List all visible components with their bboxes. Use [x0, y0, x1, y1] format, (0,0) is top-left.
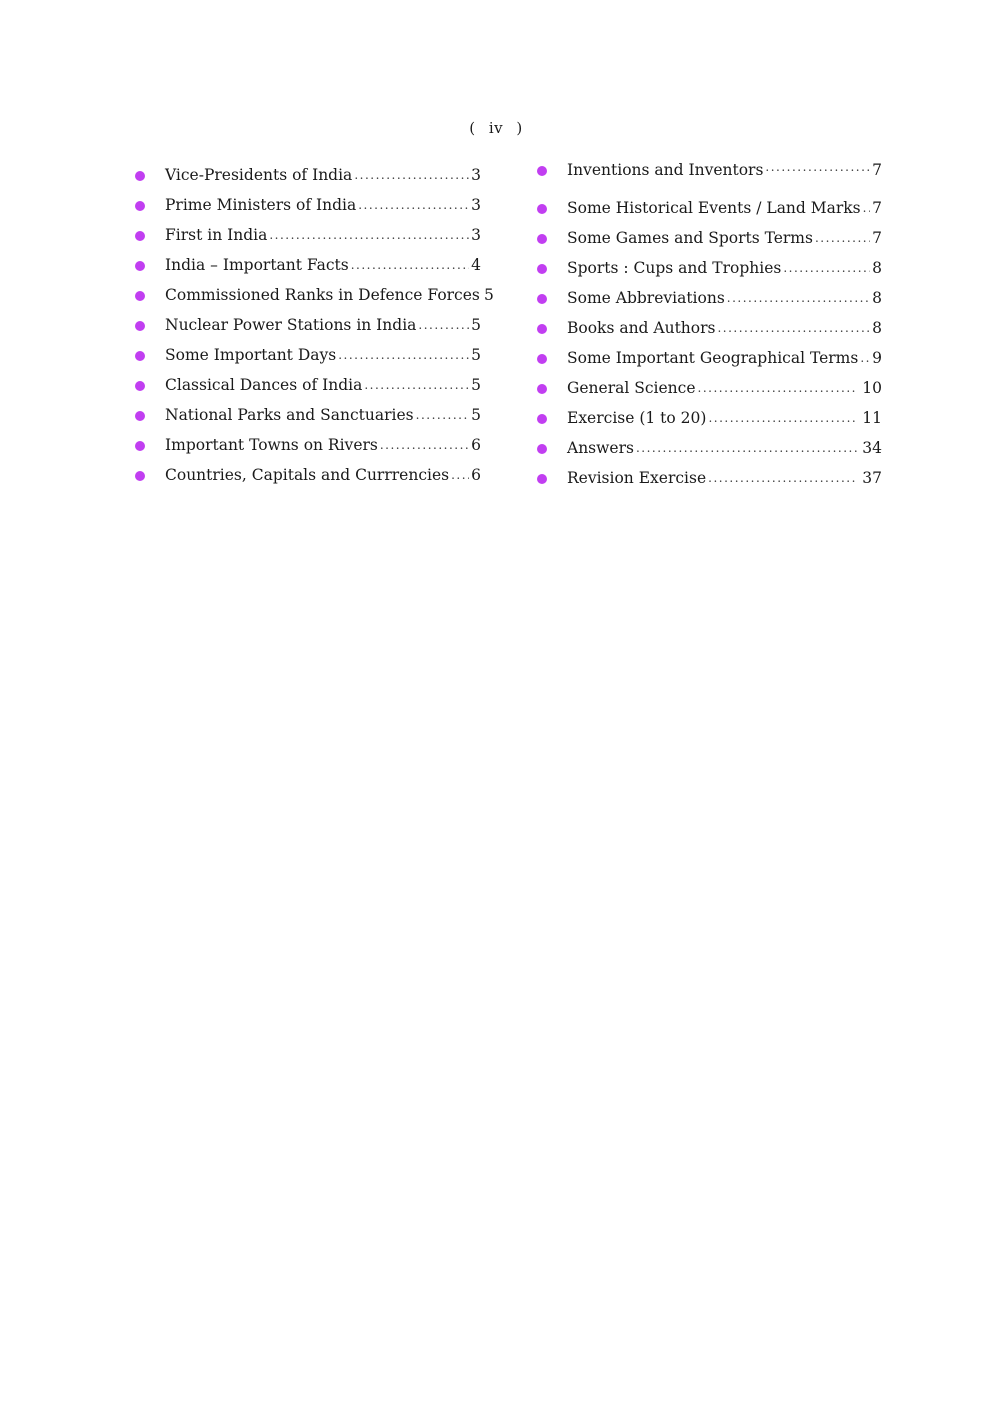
toc-entry[interactable]: [135, 370, 481, 400]
toc-entry-page: 5: [484, 286, 494, 304]
toc-entry-title: First in India: [165, 226, 268, 244]
toc-entry-title: Revision Exercise: [567, 469, 707, 487]
toc-entry[interactable]: [537, 343, 882, 373]
toc-entry[interactable]: [135, 340, 481, 370]
toc-entry-page: 7: [872, 199, 882, 217]
toc-entry[interactable]: [537, 373, 882, 403]
toc-entry-page: 5: [471, 406, 481, 424]
dot-leader: [380, 438, 469, 460]
toc-entry[interactable]: [135, 160, 481, 190]
toc-entry[interactable]: [135, 460, 481, 490]
toc-entry-title: Commissioned Ranks in Defence Forces: [165, 286, 480, 304]
toc-entry[interactable]: [135, 220, 481, 250]
dot-leader: [416, 408, 469, 430]
toc-entry-title: Nuclear Power Stations in India: [165, 316, 417, 334]
dot-leader: [708, 471, 858, 493]
toc-entry[interactable]: [135, 310, 481, 340]
toc-entry-page: 5: [471, 376, 481, 394]
dot-leader: [418, 318, 469, 340]
dot-leader: [815, 231, 870, 253]
toc-entry-title: Some Abbreviations: [567, 289, 725, 307]
dot-leader: [338, 348, 469, 370]
toc-entry-title: National Parks and Sanctuaries: [165, 406, 414, 424]
toc-entry-title: General Science: [567, 379, 696, 397]
dot-leader: [783, 261, 870, 283]
bullet-icon: [135, 471, 145, 481]
toc-entry-title: Prime Ministers of India: [165, 196, 357, 214]
toc-entry[interactable]: [135, 190, 481, 220]
dot-leader: [351, 258, 469, 280]
dot-leader: [358, 198, 469, 220]
bullet-icon: [135, 261, 145, 271]
dot-leader: [863, 201, 870, 223]
toc-entry[interactable]: [537, 403, 882, 433]
toc-entry[interactable]: [135, 400, 481, 430]
toc-entry[interactable]: [135, 430, 481, 460]
toc-entry-page: 8: [872, 289, 882, 307]
bullet-icon: [135, 201, 145, 211]
toc-entry-page: 8: [872, 259, 882, 277]
toc-entry[interactable]: [537, 463, 882, 493]
toc-entry[interactable]: [537, 253, 882, 283]
bullet-icon: [537, 414, 547, 424]
toc-entry-page: 3: [471, 166, 481, 184]
toc-entry[interactable]: [537, 223, 882, 253]
toc-entry-title: Some Important Geographical Terms: [567, 349, 859, 367]
toc-right-column: [537, 158, 882, 493]
toc-entry-title: Sports : Cups and Trophies: [567, 259, 782, 277]
toc-entry-title: Answers: [567, 439, 634, 457]
page-number: ( iv ): [469, 119, 523, 137]
toc-entry-title: Some Games and Sports Terms: [567, 229, 813, 247]
dot-leader: [354, 168, 469, 190]
dot-leader: [636, 441, 858, 463]
bullet-icon: [537, 234, 547, 244]
toc-entry[interactable]: [135, 250, 481, 280]
toc-entry-page: 7: [872, 229, 882, 247]
bullet-icon: [537, 444, 547, 454]
bullet-icon: [537, 204, 547, 214]
bullet-icon: [537, 264, 547, 274]
bullet-icon: [537, 294, 547, 304]
toc-entry-page: 8: [872, 319, 882, 337]
toc-entry-page: 3: [471, 196, 481, 214]
bullet-icon: [135, 351, 145, 361]
toc-entry-title: Inventions and Inventors: [567, 161, 764, 179]
toc-entry-page: 34: [862, 439, 882, 457]
bullet-icon: [135, 291, 145, 301]
toc-entry-title: Exercise (1 to 20): [567, 409, 707, 427]
toc-entry-title: Books and Authors: [567, 319, 716, 337]
bullet-icon: [537, 354, 547, 364]
bullet-icon: [135, 321, 145, 331]
toc-entry-title: Some Historical Events / Land Marks: [567, 199, 861, 217]
toc-entry-title: Vice-Presidents of India: [165, 166, 353, 184]
dot-leader: [765, 160, 870, 182]
toc-entry-page: 6: [471, 436, 481, 454]
bullet-icon: [135, 441, 145, 451]
toc-entry-page: 7: [872, 161, 882, 179]
dot-leader: [698, 381, 858, 403]
toc-entry-page: 6: [471, 466, 481, 484]
toc-entry-page: 11: [862, 409, 882, 427]
toc-entry-title: Some Important Days: [165, 346, 337, 364]
dot-leader: [364, 378, 469, 400]
toc-entry[interactable]: [537, 193, 882, 223]
toc-entry-title: Important Towns on Rivers: [165, 436, 378, 454]
toc-entry-page: 3: [471, 226, 481, 244]
toc-entry-page: 9: [872, 349, 882, 367]
toc-entry[interactable]: [537, 283, 882, 313]
toc-entry[interactable]: [537, 433, 882, 463]
dot-leader: [860, 351, 870, 373]
dot-leader: [269, 228, 469, 250]
dot-leader: [708, 411, 858, 433]
toc-entry-title: India – Important Facts: [165, 256, 349, 274]
dot-leader: [727, 291, 870, 313]
toc-entry[interactable]: [537, 158, 882, 182]
bullet-icon: [537, 166, 547, 176]
toc-entry-page: 37: [862, 469, 882, 487]
toc-entry-title: Countries, Capitals and Currrencies: [165, 466, 450, 484]
toc-entry-page: 4: [471, 256, 481, 274]
toc-entry[interactable]: [537, 313, 882, 343]
bullet-icon: [135, 381, 145, 391]
toc-entry-page: 5: [471, 316, 481, 334]
dot-leader: [451, 468, 469, 490]
dot-leader: [717, 321, 870, 343]
bullet-icon: [537, 384, 547, 394]
bullet-icon: [135, 231, 145, 241]
bullet-icon: [135, 171, 145, 181]
toc-entry[interactable]: [135, 280, 494, 310]
toc-entry-page: 10: [862, 379, 882, 397]
toc-entry-page: 5: [471, 346, 481, 364]
toc-entry-title: Classical Dances of India: [165, 376, 363, 394]
bullet-icon: [537, 324, 547, 334]
bullet-icon: [537, 474, 547, 484]
bullet-icon: [135, 411, 145, 421]
toc-left-column: [135, 160, 494, 490]
